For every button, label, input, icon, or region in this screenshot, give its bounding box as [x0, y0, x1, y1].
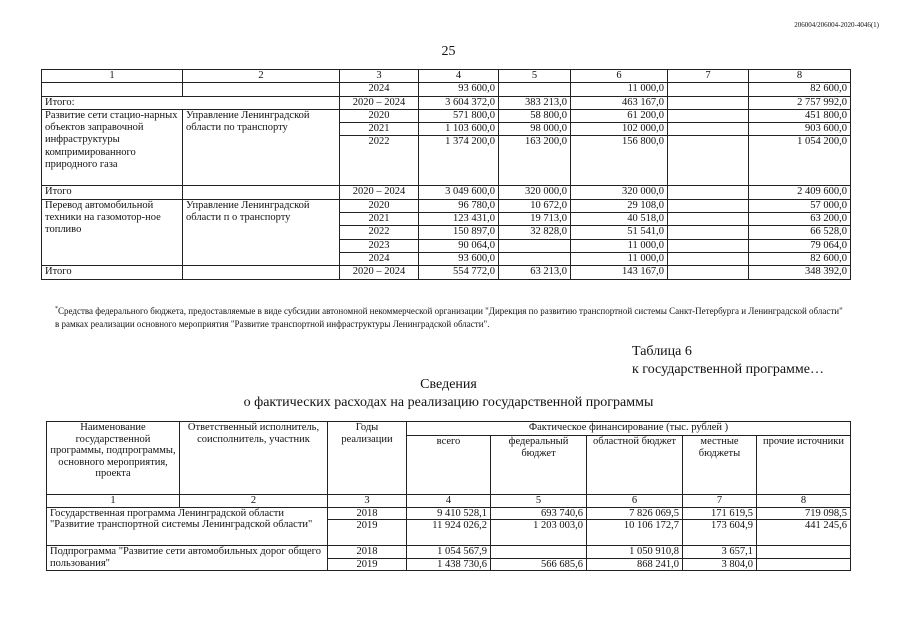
table-row — [47, 546, 851, 559]
value-cell — [668, 83, 749, 96]
value-cell: 441 245,6 — [757, 520, 851, 546]
col-number: 6 — [587, 495, 683, 508]
value-cell — [668, 136, 749, 186]
value-cell: 143 167,0 — [571, 266, 668, 279]
value-cell — [668, 186, 749, 199]
table-label-ref: к государственной программе… — [632, 362, 824, 377]
value-cell: 173 604,9 — [683, 520, 757, 546]
col-number: 1 — [42, 70, 183, 83]
value-cell — [668, 199, 749, 212]
col-number: 8 — [749, 70, 851, 83]
col-number: 4 — [407, 495, 491, 508]
header-other: прочие источники — [757, 436, 851, 495]
value-cell — [668, 226, 749, 239]
value-cell: 171 619,5 — [683, 507, 757, 520]
value-cell: 96 780,0 — [419, 199, 499, 212]
header-row — [47, 422, 851, 436]
responsible-executor: Управление Ленинградской области по транспорту — [183, 109, 340, 186]
program-name: Государственная программа Ленинградской области "Развитие транспортной системы Ленинградской области" — [47, 507, 328, 546]
value-cell: 98 000,0 — [499, 123, 571, 136]
value-cell: 11 000,0 — [571, 83, 668, 96]
value-cell: 3 049 600,0 — [419, 186, 499, 199]
value-cell: 150 897,0 — [419, 226, 499, 239]
value-cell: 3 604 372,0 — [419, 96, 499, 109]
table-row — [42, 83, 851, 96]
table-row — [47, 507, 851, 520]
value-cell — [757, 546, 851, 559]
footnote-text: Средства федерального бюджета, предоставляемые в виде субсидии автономной некоммерческой организации "Дирекция по развитию транспортной системы Санкт-Петербурга и Ленинградской области" в рамках реализации основного мероприятия "Развитие транспортной инфраструктуры Ленинградской области". — [55, 306, 843, 329]
value-cell: 10 672,0 — [499, 199, 571, 212]
value-cell: 693 740,6 — [491, 507, 587, 520]
section-subtitle: о фактических расходах на реализацию государственной программы — [243, 395, 654, 410]
year-cell: 2020 – 2024 — [340, 186, 419, 199]
value-cell: 554 772,0 — [419, 266, 499, 279]
value-cell — [499, 252, 571, 265]
col-number: 6 — [571, 70, 668, 83]
value-cell — [499, 239, 571, 252]
col-number: 3 — [328, 495, 407, 508]
table-row — [42, 109, 851, 122]
year-cell: 2020 — [340, 199, 419, 212]
table-row — [42, 186, 851, 199]
column-number-row — [42, 70, 851, 83]
section-title: Сведения — [420, 377, 477, 392]
funding-table-continued — [41, 69, 851, 280]
value-cell: 3 657,1 — [683, 546, 757, 559]
activity-name: Развитие сети стацио-нарных объектов заправочной инфраструктуры компримированного природного газа — [42, 109, 183, 186]
value-cell: 320 000,0 — [571, 186, 668, 199]
year-cell: 2019 — [328, 520, 407, 546]
header-total: всего — [407, 436, 491, 495]
value-cell: 10 106 172,7 — [587, 520, 683, 546]
year-cell: 2022 — [340, 226, 419, 239]
table-row — [42, 266, 851, 279]
value-cell: 32 828,0 — [499, 226, 571, 239]
value-cell: 348 392,0 — [749, 266, 851, 279]
value-cell: 463 167,0 — [571, 96, 668, 109]
activity-name: Перевод автомобильной техники на газомотор-ное топливо — [42, 199, 183, 265]
col-number: 8 — [757, 495, 851, 508]
value-cell: 1 374 200,0 — [419, 136, 499, 186]
header-regional: областной бюджет — [587, 436, 683, 495]
value-cell: 1 438 730,6 — [407, 558, 491, 571]
value-cell: 1 050 910,8 — [587, 546, 683, 559]
footnote-mark: * — [55, 306, 58, 312]
year-cell: 2024 — [340, 252, 419, 265]
year-cell: 2021 — [340, 213, 419, 226]
col-number: 5 — [499, 70, 571, 83]
year-cell: 2020 — [340, 109, 419, 122]
col-number: 2 — [183, 70, 340, 83]
value-cell: 61 200,0 — [571, 109, 668, 122]
value-cell — [499, 83, 571, 96]
document-id: 206004/206004-2020-4046(1) — [794, 21, 879, 29]
value-cell: 320 000,0 — [499, 186, 571, 199]
value-cell: 82 600,0 — [749, 83, 851, 96]
value-cell: 1 054 567,9 — [407, 546, 491, 559]
col-number: 4 — [419, 70, 499, 83]
value-cell: 90 064,0 — [419, 239, 499, 252]
col-number: 7 — [668, 70, 749, 83]
table-label-number: Таблица 6 — [632, 344, 692, 359]
value-cell: 11 000,0 — [571, 252, 668, 265]
col-number: 2 — [180, 495, 328, 508]
value-cell: 7 826 069,5 — [587, 507, 683, 520]
value-cell: 2 409 600,0 — [749, 186, 851, 199]
value-cell — [757, 558, 851, 571]
responsible-executor: Управление Ленинградской области п о транспорту — [183, 199, 340, 265]
value-cell — [491, 546, 587, 559]
value-cell: 123 431,0 — [419, 213, 499, 226]
header-executor: Ответственный исполнитель, соисполнитель, участник — [180, 422, 328, 495]
value-cell — [668, 109, 749, 122]
value-cell: 11 924 026,2 — [407, 520, 491, 546]
year-cell: 2023 — [340, 239, 419, 252]
value-cell — [668, 266, 749, 279]
year-cell: 2018 — [328, 507, 407, 520]
footnote — [55, 303, 845, 331]
table-label — [632, 343, 824, 379]
value-cell: 63 213,0 — [499, 266, 571, 279]
value-cell: 9 410 528,1 — [407, 507, 491, 520]
value-cell: 3 804,0 — [683, 558, 757, 571]
value-cell: 1 203 003,0 — [491, 520, 587, 546]
value-cell: 903 600,0 — [749, 123, 851, 136]
subprogram-name: Подпрограмма "Развитие сети автомобильных дорог общего пользования" — [47, 546, 328, 571]
year-cell: 2021 — [340, 123, 419, 136]
value-cell: 1 103 600,0 — [419, 123, 499, 136]
value-cell: 63 200,0 — [749, 213, 851, 226]
value-cell: 102 000,0 — [571, 123, 668, 136]
value-cell: 1 054 200,0 — [749, 136, 851, 186]
table-row — [42, 199, 851, 212]
value-cell: 719 098,5 — [757, 507, 851, 520]
value-cell: 566 685,6 — [491, 558, 587, 571]
value-cell: 29 108,0 — [571, 199, 668, 212]
value-cell — [668, 123, 749, 136]
col-number: 5 — [491, 495, 587, 508]
total-label: Итого: — [42, 96, 340, 109]
value-cell: 40 518,0 — [571, 213, 668, 226]
value-cell: 19 713,0 — [499, 213, 571, 226]
header-name: Наименование государственной программы, подпрограммы, основного мероприятия, проекта — [47, 422, 180, 495]
year-cell: 2018 — [328, 546, 407, 559]
value-cell: 11 000,0 — [571, 239, 668, 252]
value-cell: 571 800,0 — [419, 109, 499, 122]
value-cell — [668, 96, 749, 109]
page-number: 25 — [441, 44, 456, 59]
value-cell: 58 800,0 — [499, 109, 571, 122]
year-cell: 2020 – 2024 — [340, 96, 419, 109]
year-cell: 2024 — [340, 83, 419, 96]
value-cell: 383 213,0 — [499, 96, 571, 109]
value-cell: 868 241,0 — [587, 558, 683, 571]
value-cell: 451 800,0 — [749, 109, 851, 122]
value-cell: 79 064,0 — [749, 239, 851, 252]
actual-expenses-table — [46, 421, 851, 571]
value-cell: 66 528,0 — [749, 226, 851, 239]
value-cell: 163 200,0 — [499, 136, 571, 186]
col-number: 1 — [47, 495, 180, 508]
value-cell: 156 800,0 — [571, 136, 668, 186]
header-years: Годы реализации — [328, 422, 407, 495]
col-number: 3 — [340, 70, 419, 83]
value-cell: 57 000,0 — [749, 199, 851, 212]
year-cell: 2019 — [328, 558, 407, 571]
value-cell: 93 600,0 — [419, 83, 499, 96]
header-local: местные бюджеты — [683, 436, 757, 495]
value-cell: 51 541,0 — [571, 226, 668, 239]
col-number: 7 — [683, 495, 757, 508]
year-cell: 2022 — [340, 136, 419, 186]
value-cell: 93 600,0 — [419, 252, 499, 265]
header-federal: федеральный бюджет — [491, 436, 587, 495]
value-cell — [668, 252, 749, 265]
header-financing: Фактическое финансирование (тыс. рублей ) — [407, 422, 851, 436]
column-number-row — [47, 495, 851, 508]
value-cell — [668, 213, 749, 226]
value-cell: 2 757 992,0 — [749, 96, 851, 109]
value-cell — [668, 239, 749, 252]
total-label: Итого — [42, 266, 183, 279]
total-label: Итого — [42, 186, 183, 199]
value-cell: 82 600,0 — [749, 252, 851, 265]
table-row — [42, 96, 851, 109]
year-cell: 2020 – 2024 — [340, 266, 419, 279]
